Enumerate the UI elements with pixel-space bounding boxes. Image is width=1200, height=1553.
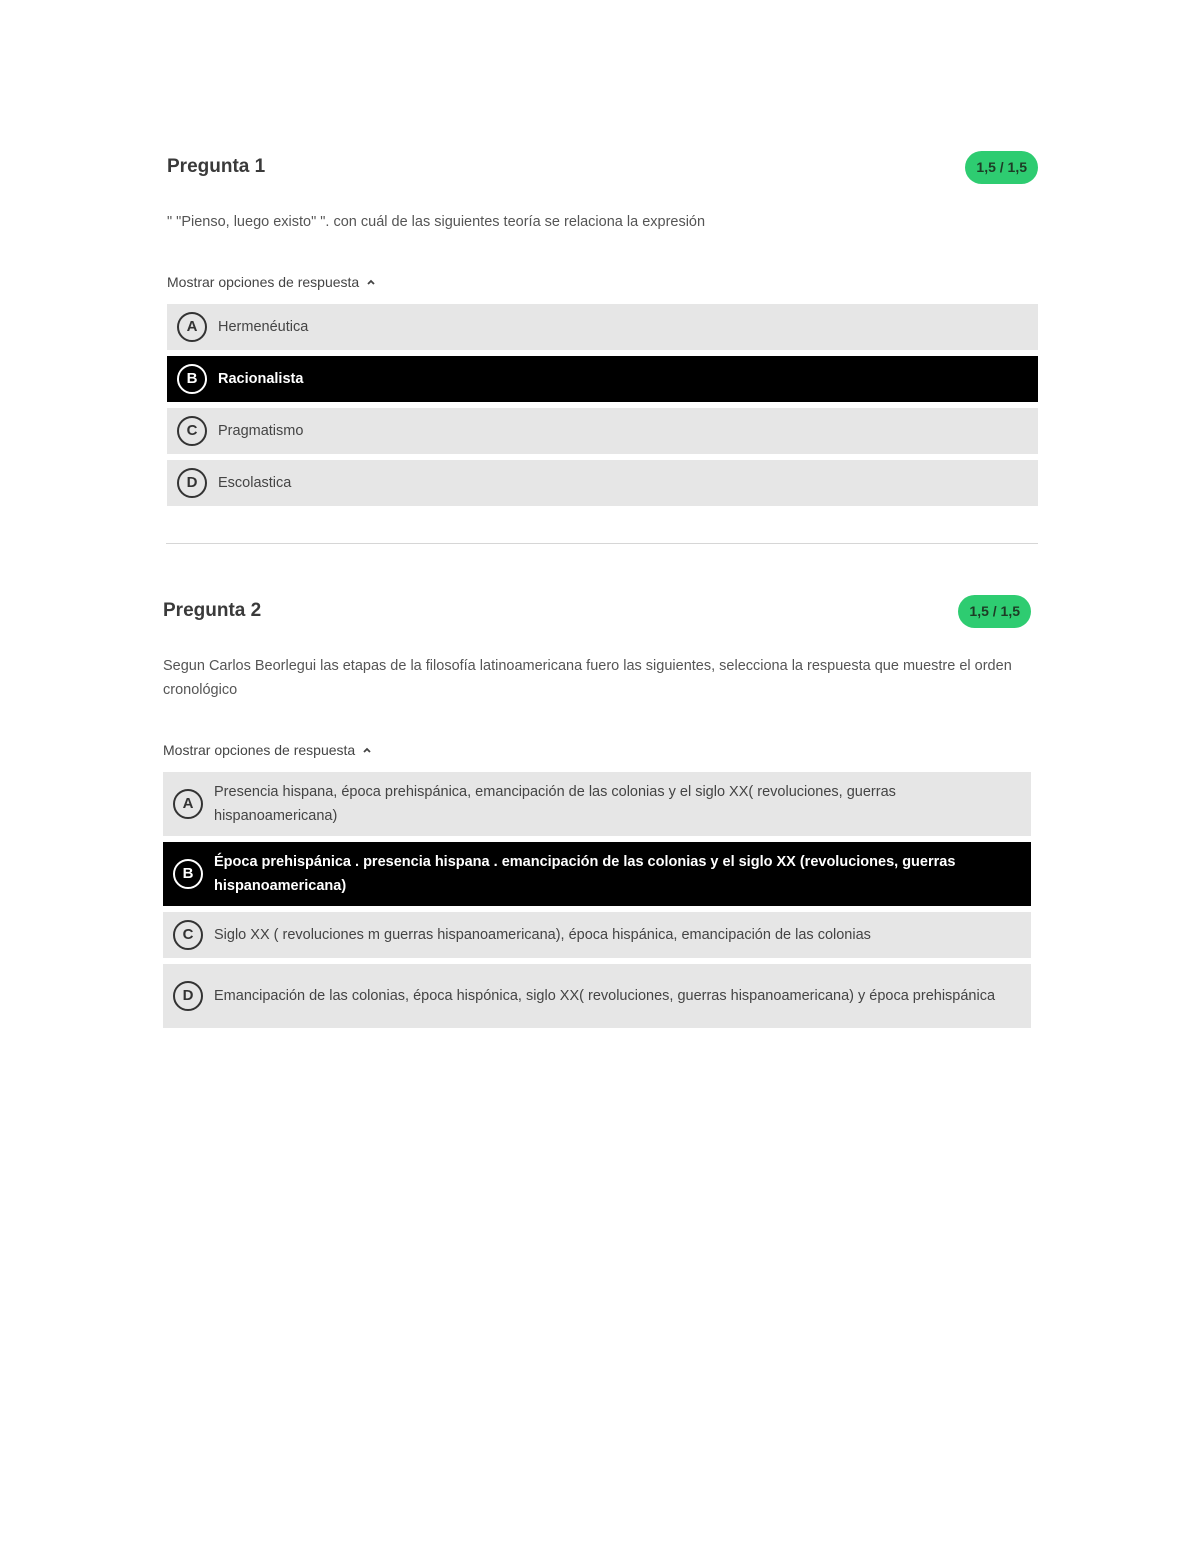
answer-option-c[interactable] [167, 408, 1038, 454]
question-divider [166, 543, 1038, 544]
chevron-up-icon [366, 277, 376, 287]
chevron-up-icon [362, 745, 372, 755]
answer-option-d[interactable] [163, 964, 1031, 1028]
question-header [163, 594, 1031, 628]
question-title: Pregunta 1 [167, 156, 266, 177]
option-text: Presencia hispana, época prehispánica, emancipación de las colonias y el siglo XX( revoluciones, guerras hispanoamericana) [214, 784, 896, 824]
show-options-toggle[interactable] [163, 740, 1031, 760]
question-1 [167, 150, 1038, 512]
option-text: Hermenéutica [218, 319, 309, 335]
option-text: Pragmatismo [218, 423, 304, 439]
score-badge: 1,5 / 1,5 [965, 151, 1038, 184]
toggle-label: Mostrar opciones de respuesta [167, 274, 360, 290]
answer-option-a[interactable] [167, 304, 1038, 350]
question-text: " "Pienso, luego existo" ". con cuál de las siguientes teoría se relaciona la expresión [167, 214, 706, 230]
option-letter-d: D [173, 981, 203, 1011]
question-title: Pregunta 2 [163, 600, 262, 621]
option-text: Racionalista [218, 371, 304, 387]
option-letter-c: C [173, 920, 203, 950]
option-text: Escolastica [218, 475, 292, 491]
option-letter-b: B [177, 364, 207, 394]
option-text: Época prehispánica . presencia hispana . emancipación de las colonias y el siglo XX (revoluciones, guerras hispanoamericana) [214, 854, 956, 894]
option-letter-a: A [177, 312, 207, 342]
answer-option-b[interactable] [167, 356, 1038, 402]
answer-options [163, 772, 1031, 1028]
show-options-toggle[interactable] [167, 272, 1038, 292]
option-letter-c: C [177, 416, 207, 446]
option-text: Siglo XX ( revoluciones m guerras hispanoamericana), época hispánica, emancipación de las colonias [214, 927, 871, 943]
score-badge: 1,5 / 1,5 [958, 595, 1031, 628]
question-2 [163, 594, 1031, 1034]
answer-option-b[interactable] [163, 842, 1031, 906]
question-text: Segun Carlos Beorlegui las etapas de la filosofía latinoamericana fuero las siguientes, selecciona la respuesta que muestre el orden cronológico [163, 658, 1012, 698]
option-text: Emancipación de las colonias, época hispónica, siglo XX( revoluciones, guerras hispanoamericana) y época prehispánica [214, 988, 996, 1004]
answer-option-d[interactable] [167, 460, 1038, 506]
question-header [167, 150, 1038, 184]
option-letter-b: B [173, 859, 203, 889]
answer-option-c[interactable] [163, 912, 1031, 958]
option-letter-a: A [173, 789, 203, 819]
option-letter-d: D [177, 468, 207, 498]
answer-options [167, 304, 1038, 506]
toggle-label: Mostrar opciones de respuesta [163, 742, 356, 758]
answer-option-a[interactable] [163, 772, 1031, 836]
